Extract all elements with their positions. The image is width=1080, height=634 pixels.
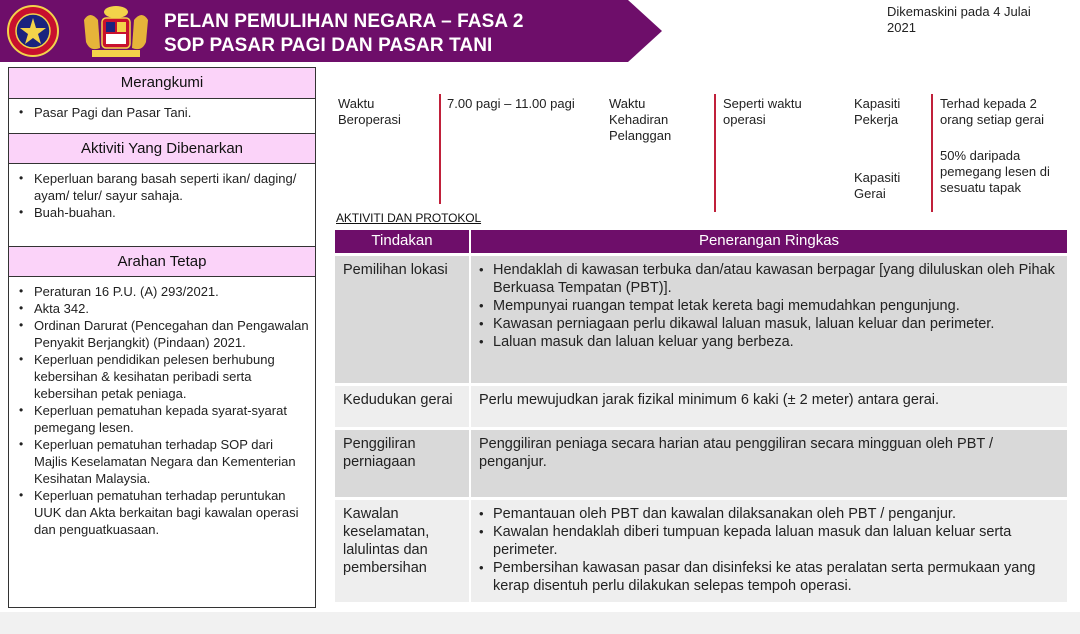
directive-item: • Keperluan pendidikan pelesen berhubung kebersihan & kesihatan peribadi serta kebersihan petak peniaga.	[17, 351, 309, 402]
directives-heading: Arahan Tetap	[9, 246, 315, 277]
header-banner	[0, 0, 662, 62]
protocol-table	[335, 230, 1067, 602]
directive-item: • Peraturan 16 P.U. (A) 293/2021.	[17, 283, 309, 300]
description-point: • Mempunyai ruangan tempat letak kereta bagi memudahkan pengunjung.	[479, 297, 1059, 315]
divider	[714, 94, 716, 212]
directive-item: • Ordinan Darurat (Pencegahan dan Pengawalan Penyakit Berjangkit) (Pindaan) 2021.	[17, 317, 309, 351]
operating-hours-value: 7.00 pagi – 11.00 pagi	[447, 96, 575, 111]
description-cell	[470, 498, 1067, 602]
summary-heading: Merangkumi	[9, 68, 315, 99]
action-cell: Pemilihan lokasi	[335, 254, 470, 384]
description-cell: Perlu mewujudkan jarak fizikal minimum 6 kaki (± 2 meter) antara gerai.	[470, 384, 1067, 428]
left-panel	[8, 67, 316, 608]
activity-item: • Keperluan barang basah seperti ikan/ daging/ ayam/ telur/ sayur sahaja.	[17, 170, 309, 204]
description-point: • Kawasan perniagaan perlu dikawal laluan masuk, laluan keluar dan perimeter.	[479, 315, 1059, 333]
description-point: • Hendaklah di kawasan terbuka dan/atau kawasan berpagar [yang diluluskan oleh Pihak Berkuasa Tempatan (PBT)].	[479, 261, 1059, 297]
directive-item: • Keperluan pematuhan terhadap peruntukan UUK dan Akta berkaitan bagi kawalan operasi dan penguatkuasaan.	[17, 487, 309, 538]
action-cell: Kedudukan gerai	[335, 384, 470, 428]
updated-line-2: 2021	[887, 20, 916, 35]
description-cell: Penggiliran peniaga secara harian atau penggiliran secara mingguan oleh PBT / penganjur.	[470, 428, 1067, 498]
summary-item: • Pasar Pagi dan Pasar Tani.	[17, 104, 309, 121]
column-header-action: Tindakan	[335, 230, 470, 254]
summary-body	[9, 99, 315, 133]
customer-hours-value: Seperti waktu operasi	[723, 96, 802, 127]
description-point: • Kawalan hendaklah diberi tumpuan kepada laluan masuk dan laluan keluar serta perimeter.	[479, 523, 1059, 559]
activities-body	[9, 164, 315, 246]
description-point: • Pembersihan kawasan pasar dan disinfeksi ke atas peralatan serta permukaan yang kerap disentuh perlu dilakukan selepas tempoh operasi.	[479, 559, 1059, 595]
table-row	[335, 498, 1067, 602]
footer-strip	[0, 612, 1080, 634]
stall-capacity-label: Kapasiti Gerai	[854, 170, 901, 201]
directive-item: • Keperluan pematuhan kepada syarat-syarat pemegang lesen.	[17, 402, 309, 436]
action-cell: Penggiliran perniagaan	[335, 428, 470, 498]
activities-heading: Aktiviti Yang Dibenarkan	[9, 133, 315, 164]
table-row	[335, 384, 1067, 428]
directive-item: • Keperluan pematuhan terhadap SOP dari Majlis Keselamatan Negara dan Kementerian Kesihatan Malaysia.	[17, 436, 309, 487]
title-line-2: SOP PASAR PAGI DAN PASAR TANI	[164, 35, 493, 56]
divider	[931, 94, 933, 212]
protocol-heading: AKTIVITI DAN PROTOKOL	[336, 211, 482, 225]
divider	[439, 94, 441, 204]
nsc-emblem-icon	[4, 4, 62, 58]
directive-item: • Akta 342.	[17, 300, 309, 317]
updated-date	[887, 4, 1077, 36]
page-title	[164, 10, 524, 58]
description-point: • Pemantauan oleh PBT dan kawalan dilaksanakan oleh PBT / penganjur.	[479, 505, 1059, 523]
customer-hours-label: Waktu Kehadiran Pelanggan	[609, 96, 672, 143]
table-row	[335, 428, 1067, 498]
table-row	[335, 254, 1067, 384]
column-header-description: Penerangan Ringkas	[470, 230, 1067, 254]
activity-item: • Buah-buahan.	[17, 204, 309, 221]
updated-line-1: Dikemaskini pada 4 Julai	[887, 4, 1031, 19]
worker-capacity-value: Terhad kepada 2 orang setiap gerai	[940, 96, 1045, 127]
worker-capacity-label: Kapasiti Pekerja	[854, 96, 901, 127]
description-cell	[470, 254, 1067, 384]
directives-body	[9, 277, 315, 542]
operating-hours-label: Waktu Beroperasi	[338, 96, 401, 127]
description-point: • Laluan masuk dan laluan keluar yang berbeza.	[479, 333, 1059, 351]
title-line-1: PELAN PEMULIHAN NEGARA – FASA 2	[164, 11, 524, 32]
table-header-row	[335, 230, 1067, 254]
action-cell: Kawalan keselamatan, lalulintas dan pembersihan	[335, 498, 470, 602]
malaysia-coat-of-arms-icon	[76, 2, 156, 60]
stall-capacity-value: 50% daripada pemegang lesen di sesuatu tapak	[940, 148, 1050, 195]
